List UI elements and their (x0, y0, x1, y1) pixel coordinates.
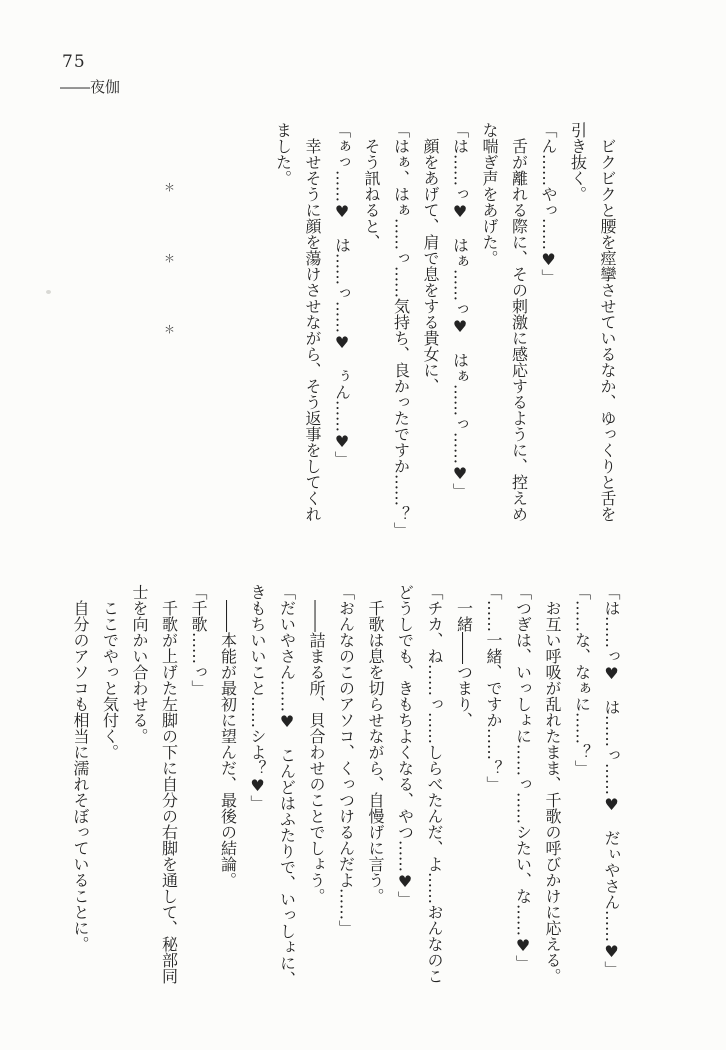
text-line: 千歌は息を切らせながら、自慢げに言う。 (366, 600, 385, 904)
scene-break-marks (164, 182, 175, 336)
text-line: 「おんなのこのアソコ、くっつけるんだよ……」 (336, 584, 356, 936)
text-line: 「は……っ♥ はぁ……っ♥ はぁ……っ……♥」 (450, 122, 470, 499)
text-line: 「つぎは、いっしょに……っ……シたい、な……♥」 (513, 584, 533, 971)
text-line: 幸せそうに顔を蕩けさせながら、そう返事をしてくれ (303, 138, 322, 522)
text-line: 顔をあげて、肩で息をする貴女に、 (421, 138, 440, 394)
text-line: ました。 (273, 122, 293, 186)
page-number: 75 (62, 52, 86, 72)
text-line: 一緒――つまり、 (454, 600, 474, 728)
text-line: 「だいやさん……♥ こんどはふたりで、いっしょに、 (277, 584, 297, 987)
text-line: 「ぁっ……♥ は……っ……♥ ぅん……♥」 (332, 122, 352, 467)
text-line: ここでやっと気付く。 (100, 600, 120, 760)
scan-artifact-dot (46, 290, 51, 294)
text-line: 「は……っ♥ は……っ……♥ だぃやさん……♥」 (602, 584, 621, 977)
text-line: ――本能が最初に望んだ、最後の結論。 (218, 600, 238, 888)
text-line: 士を向かい合わせる。 (130, 584, 149, 744)
text-line: 引き抜く。 (568, 122, 588, 202)
text-line: 「……な、なぁに……？」 (572, 584, 592, 776)
asterisk-mark: ＊ (164, 252, 175, 265)
asterisk-mark: ＊ (164, 323, 175, 336)
text-line: お互い呼吸が乱れたまま、千歌の呼びかけに応える。 (543, 600, 562, 984)
asterisk-mark: ＊ (164, 181, 175, 194)
text-line: どうしでも、きもちよくなる、やつ……♥」 (395, 584, 415, 907)
text-line: 「チカ、ね……っ……しらべたんだ、よ……おんなのこ (425, 584, 444, 984)
text-line: 「……一緒、ですか……？」 (484, 584, 503, 792)
text-line: 「はぁ、はぁ……っ……気持ち、良かったですか……？」 (391, 122, 411, 538)
text-line: ビクビクと腰を痙攣させているなか、ゆっくりと舌を (598, 138, 617, 522)
text-line: 自分のアソコも相当に濡れそぼっていることに。 (71, 600, 90, 952)
text-line: 千歌が上げた左脚の下に自分の右脚を通して、秘部同 (159, 600, 179, 984)
text-block-top (268, 122, 622, 536)
text-line: 舌が離れる際に、その刺激に感応するように、控えめ (509, 138, 529, 522)
text-line: きもちいいこと……シよ？♥」 (248, 584, 267, 811)
text-line: ――詰まる所、貝合わせのことでしょう。 (307, 600, 326, 904)
running-header: ――夜伽 (60, 78, 121, 96)
text-block-bottom (66, 584, 627, 988)
text-line: な喘ぎ声をあげた。 (480, 122, 499, 266)
text-line: 「千歌……っ」 (189, 584, 208, 696)
text-line: 「ん……やっ……♥」 (539, 122, 558, 285)
text-line: そう訊ねると、 (362, 138, 381, 250)
